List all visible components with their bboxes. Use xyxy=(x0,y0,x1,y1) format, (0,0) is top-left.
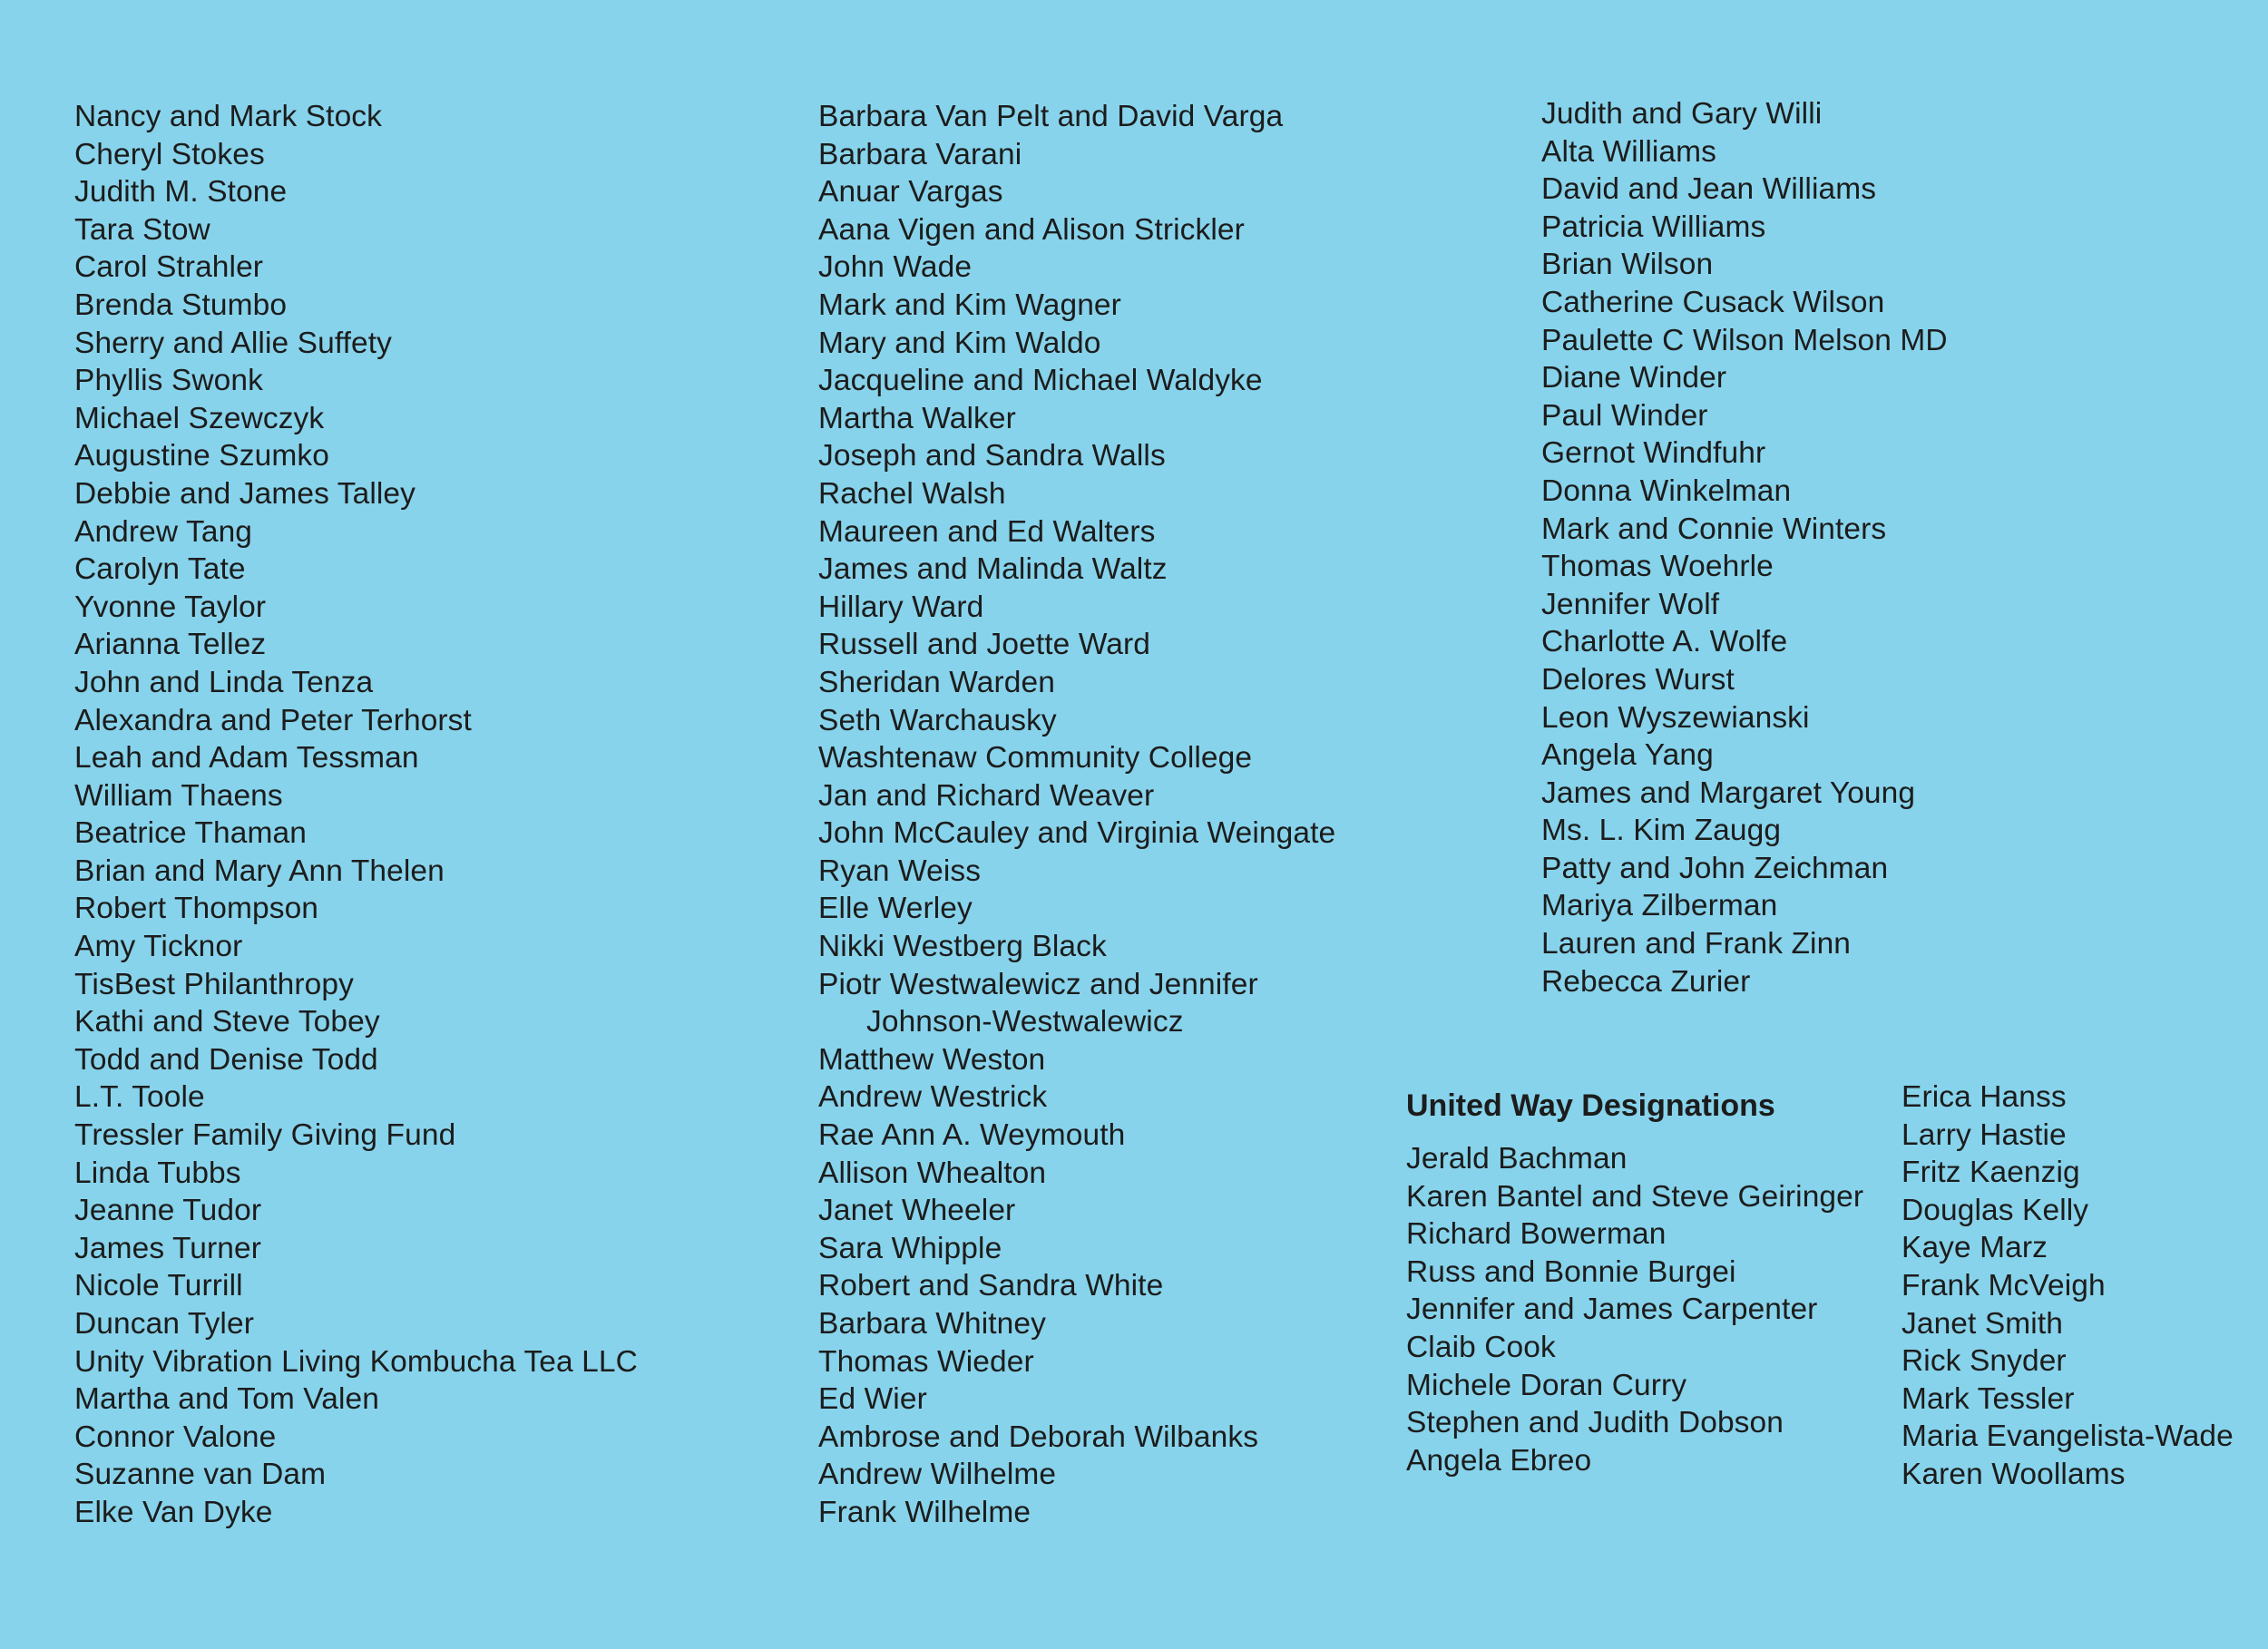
donor-name: Leah and Adam Tessman xyxy=(74,741,419,776)
donor-name: Seth Warchausky xyxy=(818,703,1057,737)
donor-name: Yvonne Taylor xyxy=(74,590,267,624)
united-way-donor-name: Jerald Bachman xyxy=(1406,1142,1628,1176)
donor-name: Alexandra and Peter Terhorst xyxy=(74,703,472,737)
donor-name: Augustine Szumko xyxy=(74,439,329,473)
donor-name: Diane Winder xyxy=(1541,361,1727,395)
donor-name: Arianna Tellez xyxy=(74,628,267,662)
donor-name: Mariya Zilberman xyxy=(1541,889,1778,923)
donor-name: Robert Thompson xyxy=(74,892,319,926)
united-way-donor-name: Fritz Kaenzig xyxy=(1901,1156,2080,1190)
donor-name: Debbie and James Talley xyxy=(74,476,415,511)
donor-name: Mark and Kim Wagner xyxy=(818,288,1121,322)
donor-name: Patty and John Zeichman xyxy=(1541,851,1889,885)
donor-name: Martha and Tom Valen xyxy=(74,1382,379,1417)
donor-name: Carolyn Tate xyxy=(74,552,246,587)
donor-name: Carol Strahler xyxy=(74,250,264,285)
donor-name: Brian and Mary Ann Thelen xyxy=(74,854,445,888)
donor-name: Judith and Gary Willi xyxy=(1541,97,1823,131)
donor-name: Kathi and Steve Tobey xyxy=(74,1005,380,1039)
donor-name: Martha Walker xyxy=(818,401,1016,435)
donor-name: Jeanne Tudor xyxy=(74,1194,262,1228)
united-way-donor-name: Karen Bantel and Steve Geiringer xyxy=(1406,1179,1864,1214)
united-way-donor-name: Mark Tessler xyxy=(1901,1381,2075,1416)
donor-name: Tara Stow xyxy=(74,212,210,247)
donor-name: Phyllis Swonk xyxy=(74,364,263,398)
donor-name: Nancy and Mark Stock xyxy=(74,100,382,133)
donor-name: Mark and Connie Winters xyxy=(1541,512,1887,546)
donor-name: Suzanne van Dam xyxy=(74,1458,327,1492)
donor-name: Charlotte A. Wolfe xyxy=(1541,625,1788,659)
donor-name: Sherry and Allie Suffety xyxy=(74,326,393,360)
donor-name: Jacqueline and Michael Waldyke xyxy=(818,364,1263,398)
donor-name: Ms. L. Kim Zaugg xyxy=(1541,814,1782,848)
united-way-donor-name: Erica Hanss xyxy=(1901,1080,2067,1114)
donor-name: Thomas Woehrle xyxy=(1541,550,1774,584)
united-way-donor-name: Michele Doran Curry xyxy=(1406,1368,1687,1402)
donor-name: James Turner xyxy=(74,1231,261,1265)
donor-name: Aana Vigen and Alison Strickler xyxy=(818,212,1245,247)
donor-name: Andrew Wilhelme xyxy=(818,1458,1057,1492)
donor-name: Elke Van Dyke xyxy=(74,1495,273,1529)
donor-name: Rachel Walsh xyxy=(818,476,1006,511)
donor-name: David and Jean Williams xyxy=(1541,172,1877,207)
donor-name: Janet Wheeler xyxy=(818,1194,1016,1228)
donor-name: Donna Winkelman xyxy=(1541,473,1792,508)
donor-name: Alta Williams xyxy=(1541,134,1717,169)
donor-name: Paulette C Wilson Melson MD xyxy=(1541,323,1948,357)
donor-name: Beatrice Thaman xyxy=(74,816,307,851)
donor-name: William Thaens xyxy=(74,778,283,813)
donor-name: Allison Whealton xyxy=(818,1156,1047,1190)
donor-list-column-2 xyxy=(818,98,1335,1532)
donor-name: Ed Wier xyxy=(818,1382,927,1417)
united-way-donor-name: Stephen and Judith Dobson xyxy=(1406,1406,1784,1440)
donor-name: Todd and Denise Todd xyxy=(74,1042,378,1077)
donor-name: Linda Tubbs xyxy=(74,1156,241,1190)
donor-name: Jan and Richard Weaver xyxy=(818,778,1155,813)
united-way-donor-name: Kaye Marz xyxy=(1901,1231,2048,1265)
donor-name: Russell and Joette Ward xyxy=(818,628,1151,662)
donor-name: TisBest Philanthropy xyxy=(74,967,354,1001)
donor-name: Washtenaw Community College xyxy=(818,741,1253,776)
united-way-donor-name: Rick Snyder xyxy=(1901,1344,2067,1379)
donor-name: Connor Valone xyxy=(74,1420,277,1454)
donor-list-column-3 xyxy=(1541,95,1948,1000)
donor-name: Ryan Weiss xyxy=(818,854,982,888)
donor-name: Barbara Van Pelt and David Varga xyxy=(818,100,1284,133)
donor-name: Hillary Ward xyxy=(818,590,984,624)
donor-name: Maureen and Ed Walters xyxy=(818,514,1156,549)
united-way-donor-name: Richard Bowerman xyxy=(1406,1217,1667,1252)
united-way-list-right xyxy=(1901,1078,2234,1494)
donor-name: Leon Wyszewianski xyxy=(1541,700,1810,735)
donor-name: Thomas Wieder xyxy=(818,1344,1034,1379)
donor-name: John Wade xyxy=(818,250,973,285)
donor-name: Andrew Tang xyxy=(74,514,253,549)
donor-name: Lauren and Frank Zinn xyxy=(1541,927,1852,961)
donor-list-column-1 xyxy=(74,98,638,1532)
united-way-heading: United Way Designations xyxy=(1406,1088,1775,1123)
donor-name: Rebecca Zurier xyxy=(1541,964,1751,999)
donor-name: Frank Wilhelme xyxy=(818,1495,1031,1529)
donor-name: James and Margaret Young xyxy=(1541,776,1916,810)
united-way-donor-name: Maria Evangelista-Wade xyxy=(1901,1420,2234,1454)
donor-name: Cheryl Stokes xyxy=(74,137,265,171)
donor-name: John McCauley and Virginia Weingate xyxy=(818,816,1336,851)
donor-name: Catherine Cusack Wilson xyxy=(1541,285,1885,319)
donor-name: Mary and Kim Waldo xyxy=(818,326,1101,360)
donor-name: Barbara Whitney xyxy=(818,1307,1046,1341)
donor-name: Piotr Westwalewicz and Jennifer xyxy=(818,967,1258,1001)
donor-name: Gernot Windfuhr xyxy=(1541,436,1766,471)
united-way-donor-name: Jennifer and James Carpenter xyxy=(1406,1293,1818,1327)
donor-name: James and Malinda Waltz xyxy=(818,552,1168,587)
united-way-donor-name: Janet Smith xyxy=(1901,1306,2063,1341)
donor-name: Barbara Varani xyxy=(818,137,1022,171)
donor-name: Sara Whipple xyxy=(818,1231,1002,1265)
donor-name: Nikki Westberg Black xyxy=(818,930,1107,964)
donor-name: Sheridan Warden xyxy=(818,665,1055,699)
donor-name: Robert and Sandra White xyxy=(818,1269,1164,1303)
donor-name: Angela Yang xyxy=(1541,738,1714,773)
donor-name: Anuar Vargas xyxy=(818,175,1003,210)
united-way-donor-name: Claib Cook xyxy=(1406,1330,1556,1364)
united-way-donor-name: Russ and Bonnie Burgei xyxy=(1406,1254,1736,1289)
donor-name: Patricia Williams xyxy=(1541,210,1766,244)
donor-name: Amy Ticknor xyxy=(74,930,243,964)
donor-name: Ambrose and Deborah Wilbanks xyxy=(818,1420,1259,1454)
donor-name: Tressler Family Giving Fund xyxy=(74,1118,456,1153)
donor-name: Unity Vibration Living Kombucha Tea LLC xyxy=(74,1344,638,1379)
donor-name: Matthew Weston xyxy=(818,1042,1046,1077)
donor-name: L.T. Toole xyxy=(74,1080,205,1115)
united-way-donor-name: Angela Ebreo xyxy=(1406,1443,1592,1478)
donor-name: Joseph and Sandra Walls xyxy=(818,439,1166,473)
donor-name: Delores Wurst xyxy=(1541,662,1735,697)
donor-name: Brian Wilson xyxy=(1541,248,1714,282)
donor-name: Paul Winder xyxy=(1541,398,1708,433)
united-way-donor-name: Karen Woollams xyxy=(1901,1457,2126,1491)
donor-name-continuation: Johnson-Westwalewicz xyxy=(866,1005,1184,1039)
donor-name: Duncan Tyler xyxy=(74,1307,254,1341)
donor-name: Andrew Westrick xyxy=(818,1080,1048,1115)
donor-name: Elle Werley xyxy=(818,892,973,926)
donor-name: Michael Szewczyk xyxy=(74,401,325,435)
donor-name: John and Linda Tenza xyxy=(74,665,374,699)
donor-name: Jennifer Wolf xyxy=(1541,587,1720,621)
united-way-donor-name: Douglas Kelly xyxy=(1901,1193,2089,1227)
donor-name: Nicole Turrill xyxy=(74,1269,243,1303)
donor-name: Rae Ann A. Weymouth xyxy=(818,1118,1126,1153)
united-way-donor-name: Frank McVeigh xyxy=(1901,1268,2106,1303)
donor-name: Judith M. Stone xyxy=(74,175,288,210)
united-way-donor-name: Larry Hastie xyxy=(1901,1117,2067,1152)
united-way-list-left xyxy=(1406,1140,1863,1479)
donor-name: Brenda Stumbo xyxy=(74,288,288,322)
